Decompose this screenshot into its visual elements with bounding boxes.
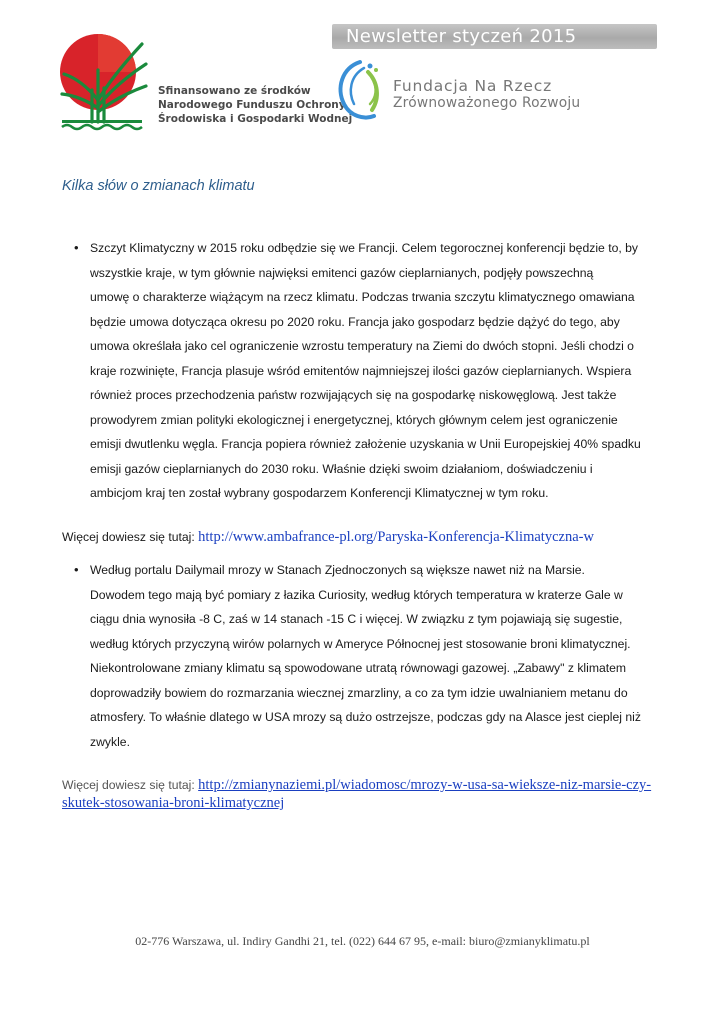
bullet-line: umowę o charakterze wiążącym na rzecz klimatu. Podczas trwania szczytu klimatycznego omawiana	[90, 290, 635, 304]
bullet-line: będzie umowa dotycząca okresu po 2020 roku. Francja jako gospodarz będzie dążyć do tego, aby	[90, 314, 620, 329]
bullet-line: zwykle.	[90, 734, 130, 749]
bullet-line: Szczyt Klimatyczny w 2015 roku odbędzie się we Francji. Celem tegorocznej konferencji będzie to, by	[90, 241, 639, 255]
bullet-line: prowodyrem zmian polityki ekologicznej i energetycznej, których głównym celem jest ograniczenie	[90, 412, 618, 427]
ambafrance-link[interactable]: http://www.ambafrance-pl.org/Paryska-Konferencja-Klimatyczna-w	[198, 529, 594, 545]
footer-contact: 02-776 Warszawa, ul. Indiry Gandhi 21, tel. (022) 644 67 95, e-mail: biuro@zmianyklimatu.pl	[135, 934, 590, 948]
zmianynaziemi-link-continued[interactable]: skutek-stosowania-broni-klimatycznej	[62, 795, 285, 811]
bullet-item	[74, 236, 656, 506]
foundation-logo	[330, 58, 386, 122]
bullet-line: ambicjom kraj ten został wybrany gospodarzem Konferencji Klimatycznej w tym roku.	[90, 486, 549, 500]
bullet-line: ciągu dnia wynosiła -8 C, zaś w 14 stanach -15 C i więcej. W związku z tym pojawiają się sugestie,	[90, 612, 623, 626]
zmianynaziemi-link[interactable]: http://zmianynaziemi.pl/wiadomosc/mrozy-w-usa-sa-wieksze-niz-marsie-czy-	[198, 777, 652, 793]
bullet-dot-icon: •	[74, 240, 79, 255]
bullet-line: atmosfery. To właśnie dlatego w USA mrozy są dużo ostrzejsze, podczas gdy na Alasce jest cieplej niż	[90, 710, 641, 724]
section-title: Kilka słów o zmianach klimatu	[62, 178, 255, 194]
more-info-line	[62, 528, 662, 546]
bullet-line: kraje rozwinięte, Francja plasuje wśród emitentów najmniejszej ilości gazów cieplarnianych. Wspiera	[90, 363, 632, 378]
foundation-name-line1: Fundacja Na Rzecz	[393, 77, 553, 95]
nfos-text-line: Sfinansowano ze środków	[158, 85, 311, 97]
newsletter-banner: Newsletter styczeń 2015	[332, 24, 657, 49]
nfosigw-logo	[58, 30, 148, 135]
foundation-name-line2: Zrównoważonego Rozwoju	[393, 95, 581, 111]
bullet-line: również proces przechodzenia państw rozwijających się na gospodarkę niskowęglową. Jest także	[90, 388, 617, 402]
bullet-line: umowa określała jako cel ograniczenie wzrostu temperatury na Ziemi do dwóch stopni. Jeśli chodzi o	[90, 339, 634, 353]
bullet-line: emisji dwutlenku węgla. Francja popiera również założenie uzyskania w Unii Europejskiej 40% spadku	[90, 437, 641, 451]
bullet-line: Dowodem tego mają być pomiary z łazika Curiosity, według których temperatura w kraterze Gale w	[90, 587, 623, 602]
bullet-line: doprowadziły bowiem do rozmarzania wiecznej zmarzliny, a co za tym idzie uwalnianiem metanu do	[90, 685, 628, 700]
nfos-text-line: Narodowego Funduszu Ochrony	[158, 99, 346, 111]
bullet-line: wszystkie kraje, w tym głównie najwięksi emitenci gazów cieplarnianych, podjęły powszechną	[90, 265, 594, 280]
bullet-dot-icon: •	[74, 562, 79, 577]
more-info-line	[62, 776, 662, 812]
bullet-line: emisji gazów cieplarnianych do 2030 roku. Właśnie dzięki swoim działaniom, doświadczeniu i	[90, 461, 593, 476]
foundation-name	[393, 77, 663, 112]
bullet-item	[74, 558, 660, 754]
nfos-text-line: Środowiska i Gospodarki Wodnej	[158, 113, 353, 125]
bullet-line: Według portalu Dailymail mrozy w Stanach Zjednoczonych są większe nawet niż na Marsie.	[90, 563, 585, 577]
bullet-line: Niekontrolowane zmiany klimatu są spowodowane utratą równowagi gazowej. „Zabawy" z klimatem	[90, 661, 627, 675]
more-info-label: Więcej dowiesz się tutaj:	[62, 778, 199, 792]
more-info-label: Więcej dowiesz się tutaj:	[62, 530, 199, 544]
nfos-funding-text	[158, 84, 353, 126]
bullet-line: według których przyczyną wirów polarnych w Ameryce Północnej jest stosowanie broni klimatycznej.	[90, 636, 631, 651]
